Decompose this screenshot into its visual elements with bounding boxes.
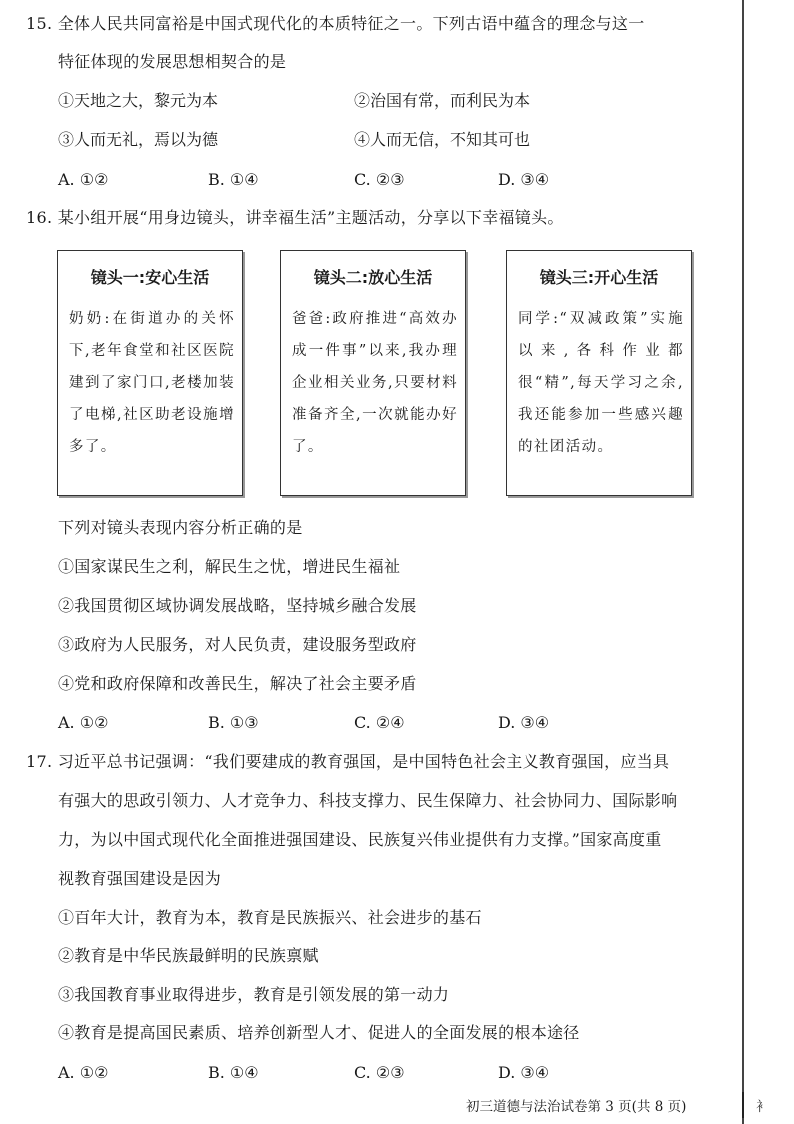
q15-option-d: D. ③④ [498, 170, 550, 189]
q17-option-d: D. ③④ [498, 1063, 550, 1082]
q16-scene-title-1: 镜头一:安心生活 [90, 268, 210, 287]
q16-item-1: ①国家谋民生之利，解民生之忧，增进民生福祉 [58, 557, 401, 576]
q15-stem-line1: 15. 全体人民共同富裕是中国式现代化的本质特征之一。下列古语中蕴含的理念与这一 [26, 14, 645, 33]
binding-margin-tick [742, 1092, 744, 1118]
q15-stem-line2: 特征体现的发展思想相契合的是 [58, 52, 287, 71]
q16-option-b: B. ①③ [208, 713, 259, 732]
q15-option-c: C. ②③ [354, 170, 405, 189]
q15-item-1: ①天地之大，黎元为本 [58, 91, 219, 110]
page-footer: 初三道德与法治试卷第 3 页(共 8 页) [466, 1099, 687, 1115]
q16-scene-box-3 [506, 250, 692, 496]
q17-item-1: ①百年大计，教育为本，教育是民族振兴、社会进步的基石 [58, 908, 482, 927]
q15-items-row2 [58, 129, 658, 151]
q15-option-b: B. ①④ [208, 170, 259, 189]
q17-option-c: C. ②③ [354, 1063, 405, 1082]
q16-scene-box-1 [57, 250, 243, 496]
q16-scene-box-2 [280, 250, 466, 496]
q16-scene-text-1: 奶奶:在街道办的关怀下,老年食堂和社区医院建到了家门口,老楼加装了电梯,社区助老设施增多了。 [69, 311, 235, 455]
q17-option-b: B. ①④ [208, 1063, 259, 1082]
q16-stem: 16. 某小组开展“用身边镜头，讲幸福生活”主题活动，分享以下幸福镜头。 [26, 208, 564, 227]
binding-margin-line [742, 0, 744, 1124]
q17-stem-line1: 17. 习近平总书记强调：“我们要建成的教育强国，是中国特色社会主义教育强国，应当具 [26, 752, 670, 771]
q16-scene-title-3: 镜头三:开心生活 [539, 268, 659, 287]
q16-option-a: A. ①② [58, 713, 109, 732]
q17-stem-line3: 力，为以中国式现代化全面推进强国建设、民族复兴伟业提供有力支撑。”国家高度重 [58, 830, 662, 849]
q17-item-3: ③我国教育事业取得进步，教育是引领发展的第一动力 [58, 985, 450, 1004]
q16-question: 下列对镜头表现内容分析正确的是 [58, 518, 303, 537]
q17-options [58, 1062, 618, 1084]
q16-options [58, 712, 618, 734]
q16-option-d: D. ③④ [498, 713, 550, 732]
q16-scene-text-2: 爸爸:政府推进“高效办成一件事”以来,我办理企业相关业务,只要材料准备齐全,一次就能办好了。 [292, 311, 458, 455]
q15-item-3: ③人而无礼，焉以为德 [58, 130, 219, 149]
q16-item-2: ②我国贯彻区域协调发展战略，坚持城乡融合发展 [58, 596, 417, 615]
q15-options [58, 169, 618, 191]
q15-item-2: ②治国有常，而利民为本 [354, 91, 531, 110]
q17-item-2: ②教育是中华民族最鲜明的民族禀赋 [58, 946, 319, 965]
q16-item-4: ④党和政府保障和改善民生，解决了社会主要矛盾 [58, 674, 417, 693]
q15-item-4: ④人而无信，不知其可也 [354, 130, 531, 149]
q17-stem-line2: 有强大的思政引领力、人才竞争力、科技支撑力、民生保障力、社会协同力、国际影响 [58, 791, 678, 810]
q16-scene-text-3: 同学:“双减政策”实施以来,各科作业都很“精”,每天学习之余,我还能参加一些感兴趣的社团活动。 [518, 311, 684, 455]
q16-option-c: C. ②④ [354, 713, 405, 732]
q16-scene-title-2: 镜头二:放心生活 [313, 268, 433, 287]
q15-items-row1 [58, 90, 658, 112]
q17-option-a: A. ①② [58, 1063, 109, 1082]
q17-item-4: ④教育是提高国民素质、培养创新型人才、促进人的全面发展的根本途径 [58, 1023, 580, 1042]
q17-stem-line4: 视教育强国建设是因为 [58, 869, 222, 888]
margin-glyph: 衤 [756, 1099, 770, 1115]
q15-option-a: A. ①② [58, 170, 109, 189]
q16-item-3: ③政府为人民服务，对人民负责，建设服务型政府 [58, 635, 417, 654]
